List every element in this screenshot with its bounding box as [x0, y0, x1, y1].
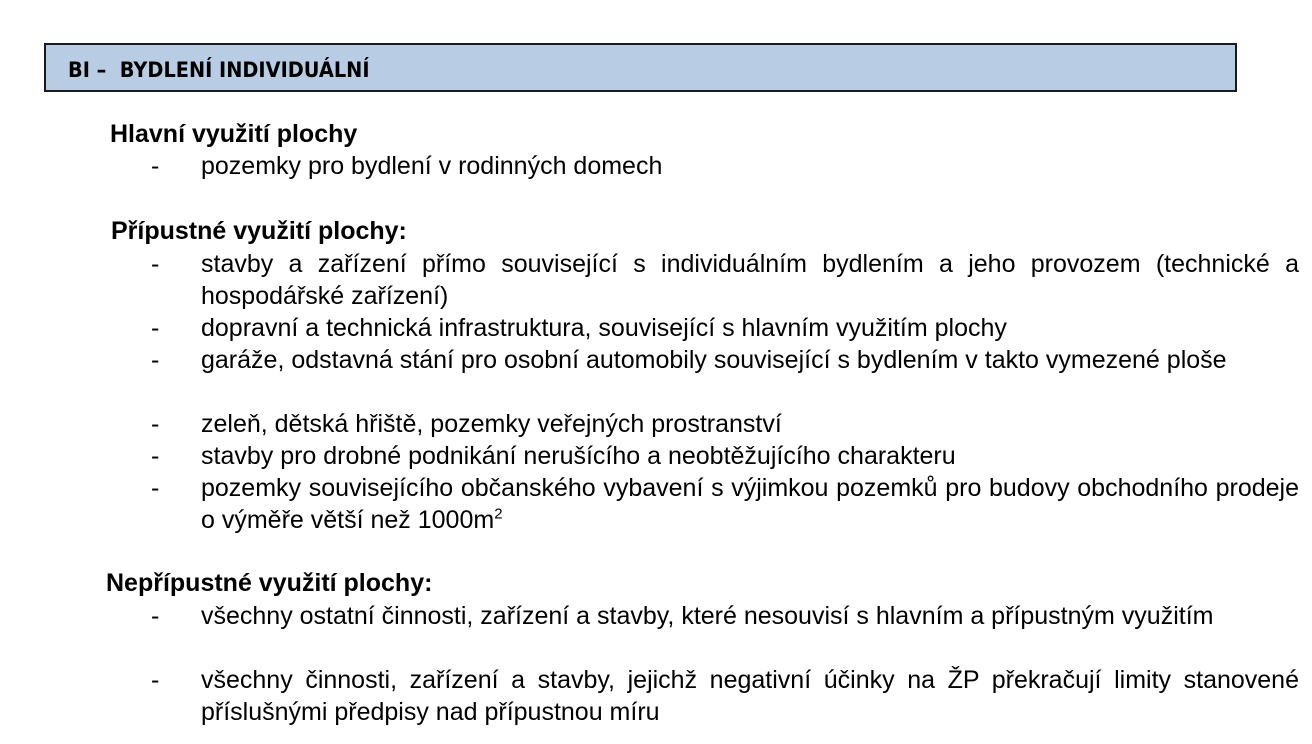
list-item-text: všechny činnosti, zařízení a stavby, jejichž negativní účinky na ŽP překračují limity stanovené příslušnými předpisy nad přípustnou míru — [201, 666, 1299, 726]
bullet-dash: - — [151, 442, 160, 470]
bullet-dash: - — [151, 410, 160, 438]
superscript-squared: 2 — [494, 505, 503, 523]
bullet-dash: - — [151, 152, 160, 180]
list-item-text: všechny ostatní činnosti, zařízení a stavby, které nesouvisí s hlavním a přípustným využitím — [201, 602, 1214, 630]
list-item-text: stavby a zařízení přímo související s individuálním bydlením a jeho provozem (technické a hospodářské zařízení) — [201, 250, 1299, 310]
list-item-text-body: pozemky souvisejícího občanského vybavení s výjimkou pozemků pro budovy obchodního prodeje o výměře větší než 1000m — [201, 474, 1299, 534]
list-item-text: dopravní a technická infrastruktura, související s hlavním využitím plochy — [201, 314, 1007, 342]
list-item-text: pozemky pro bydlení v rodinných domech — [201, 152, 663, 180]
zone-title: BI – BYDLENÍ INDIVIDUÁLNÍ — [68, 58, 370, 82]
list-item-text — [201, 472, 1299, 536]
zone-header-box — [44, 43, 1237, 92]
bullet-dash: - — [151, 602, 160, 630]
section-heading-prohibited-use: Nepřípustné využití plochy: — [106, 569, 433, 597]
bullet-dash: - — [151, 346, 160, 374]
bullet-dash: - — [151, 250, 160, 278]
section-heading-main-use: Hlavní využití plochy — [110, 120, 358, 148]
bullet-dash: - — [151, 314, 160, 342]
list-item-text: zeleň, dětská hřiště, pozemky veřejných prostranství — [201, 410, 782, 438]
section-heading-permitted-use: Přípustné využití plochy: — [111, 217, 407, 245]
list-item-text: garáže, odstavná stání pro osobní automobily související s bydlením v takto vymezené ploše — [201, 346, 1227, 374]
bullet-dash: - — [151, 474, 160, 502]
list-item-text: stavby pro drobné podnikání nerušícího a neobtěžujícího charakteru — [201, 442, 956, 470]
bullet-dash: - — [151, 666, 160, 694]
